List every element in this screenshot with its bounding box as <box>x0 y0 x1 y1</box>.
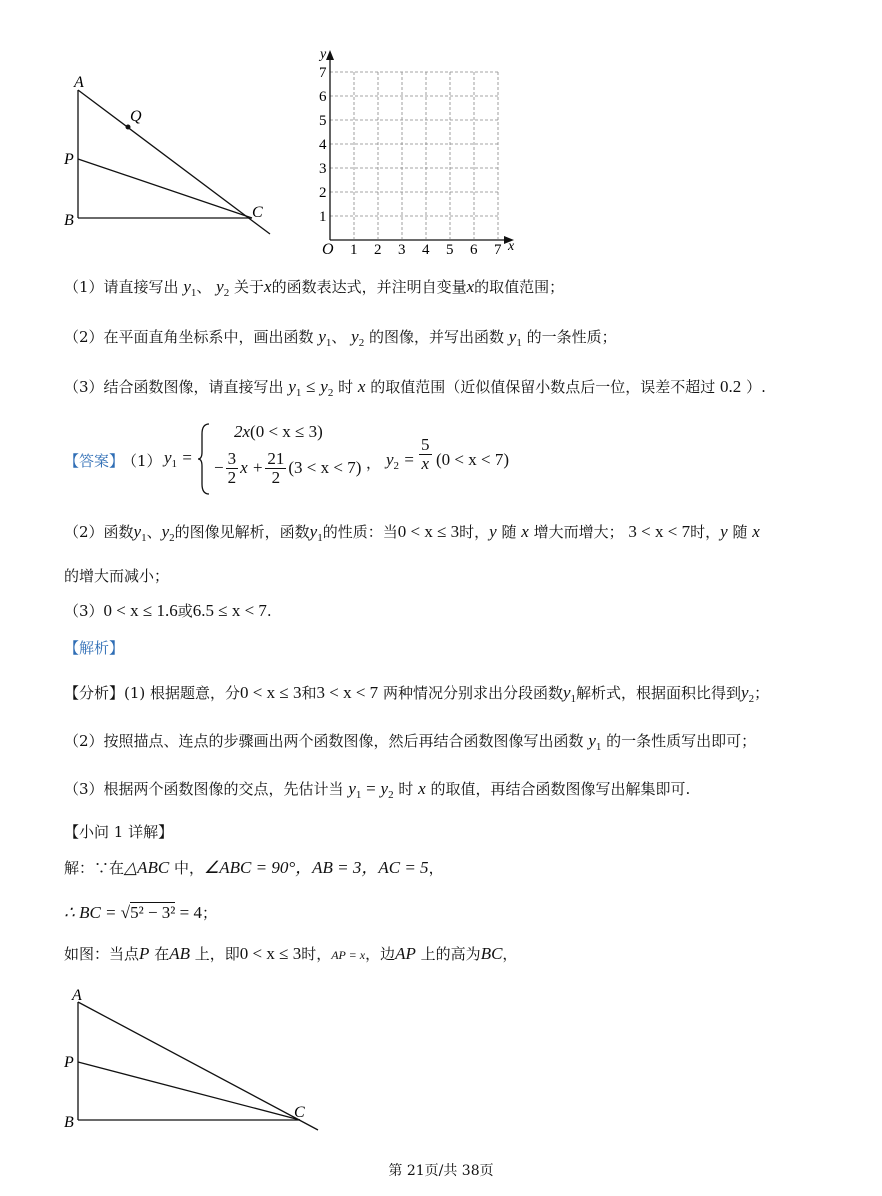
label-B: B <box>64 212 74 229</box>
answer-part-2: （2）函数$y_1$、$y_2$的图像见解析，函数$y_1$的性质：当0 < x ≤ 3时，y 随 x 增大而增大； 3 < x < 7时，y 随 x <box>64 522 760 544</box>
x-tick: 6 <box>470 242 478 256</box>
label-P: P <box>64 151 74 168</box>
x-tick: 7 <box>494 242 502 256</box>
triangle-figure-2 <box>60 982 330 1132</box>
x-tick: 3 <box>398 242 406 256</box>
solution-line-2: ∴ BC = √5² − 3² = 4； <box>64 903 217 922</box>
label-B: B <box>64 1114 74 1131</box>
y-tick: 2 <box>319 185 327 201</box>
question-1: （1）请直接写出 $y_1$、 $y_2$ 关于x的函数表达式，并注明自变量x的取值范围； <box>64 277 565 299</box>
x-tick: 5 <box>446 242 454 256</box>
y-tick: 5 <box>319 113 327 129</box>
answer-tag: 【答案】 <box>64 452 125 470</box>
origin-label: O <box>322 241 334 256</box>
x-tick: 1 <box>350 242 358 256</box>
solution-line-3: 如图：当点P 在AB 上，即0 < x ≤ 3时，AP = x，边AP 上的高为BC， <box>64 944 518 963</box>
label-Q: Q <box>130 108 142 125</box>
label-C: C <box>294 1104 305 1121</box>
question-2: （2）在平面直角坐标系中，画出函数 $y_1$、 $y_2$ 的图像，并写出函数 $y_1$ 的一条性质； <box>64 327 617 349</box>
question-3: （3）结合函数图像，请直接写出 $y_1 \le y_2$ 时 x 的取值范围（近似值保留小数点后一位，误差不超过 0.2 ）. <box>64 377 766 399</box>
sub-question-1-tag: 【小问 1 详解】 <box>64 823 174 841</box>
answer-part-1: 【答案】 （1） $y_1$ = 2x(0 < x ≤ 3) − $\frac{3}{2}$ x + $\frac{21}{2}$ (3 < x < 7) ， $y_2$ = $\frac{5}{x}$ (0 < x < 7) <box>64 418 764 498</box>
answer-part-2-cont: 的增大而减小； <box>64 567 170 585</box>
answer-part-3: （3）0 < x ≤ 1.6或6.5 ≤ x < 7. <box>64 601 272 620</box>
label-A: A <box>72 987 82 1004</box>
triangle-figure-1 <box>60 70 280 240</box>
y-tick: 6 <box>319 89 327 105</box>
analysis-2: （2）按照描点、连点的步骤画出两个函数图像，然后再结合函数图像写出函数 $y_1$ 的一条性质写出即可； <box>64 731 757 753</box>
analysis-3: （3）根据两个函数图像的交点，先估计当 $y_1 = y_2$ 时 x 的取值，再结合函数图像写出解集即可. <box>64 779 691 801</box>
page-footer: 第 21页/共 38页 <box>388 1163 494 1179</box>
coordinate-grid <box>310 46 520 256</box>
label-A: A <box>74 74 84 91</box>
solution-line-1: 解：∵在△ABC 中，∠ABC = 90°，AB = 3，AC = 5， <box>64 858 444 877</box>
x-tick: 2 <box>374 242 382 256</box>
analysis-tag: 【解析】 <box>64 639 125 657</box>
y-tick: 3 <box>319 161 327 177</box>
y-tick: 1 <box>319 209 327 225</box>
label-P: P <box>64 1054 74 1071</box>
y-tick: 7 <box>319 65 327 81</box>
y-axis-label: y <box>320 47 327 62</box>
y-tick: 4 <box>319 137 327 153</box>
x-axis-label: x <box>508 239 515 254</box>
x-tick: 4 <box>422 242 430 256</box>
analysis-1: 【分析】(1) 根据题意，分0 < x ≤ 3和3 < x < 7 两种情况分别求出分段函数$y_1$解析式，根据面积比得到$y_2$； <box>64 683 770 705</box>
label-C: C <box>252 204 263 221</box>
